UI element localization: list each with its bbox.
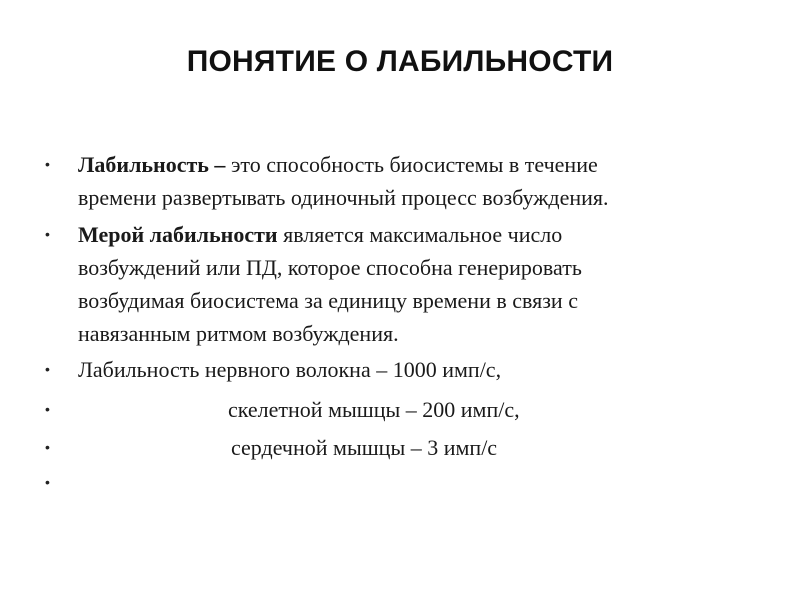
term-measure: Мерой лабильности	[78, 222, 278, 247]
cardiac-muscle-text: сердечной мышцы – 3 имп/с	[231, 435, 498, 460]
slide-title: ПОНЯТИЕ О ЛАБИЛЬНОСТИ	[186, 45, 614, 78]
bullet-dot-icon: •	[45, 401, 50, 417]
nerve-fiber-text: Лабильность нервного волокна – 1000 имп/с,	[78, 357, 502, 382]
bullet-dot-icon: •	[45, 439, 50, 455]
measure-text-line3: возбудимая биосистема за единицу времени в связи с	[78, 288, 578, 313]
bullet-item-cardiac-muscle	[45, 431, 758, 464]
bullet-item-measure	[45, 218, 758, 350]
bullet-dot-icon: •	[45, 474, 50, 490]
definition-text-line2: времени развертывать одиночный процесс возбуждения.	[78, 185, 609, 210]
skeletal-muscle-text: скелетной мышцы – 200 имп/с,	[228, 397, 520, 422]
bullet-dot-icon: •	[45, 226, 50, 242]
bullet-item-skeletal-muscle	[45, 393, 758, 426]
measure-text-line2: возбуждений или ПД, которое способна генерировать	[78, 255, 582, 280]
bullet-dot-icon: •	[45, 361, 50, 377]
bullet-dot-icon: •	[45, 156, 50, 172]
bullet-item-definition	[45, 148, 758, 214]
measure-text-line1: является максимальное число	[277, 222, 563, 247]
term-lability: Лабильность –	[78, 152, 226, 177]
measure-text-line4: навязанным ритмом возбуждения.	[78, 321, 399, 346]
definition-text-line1: это способность биосистемы в течение	[225, 152, 598, 177]
bullet-item-nerve-fiber	[45, 353, 758, 386]
